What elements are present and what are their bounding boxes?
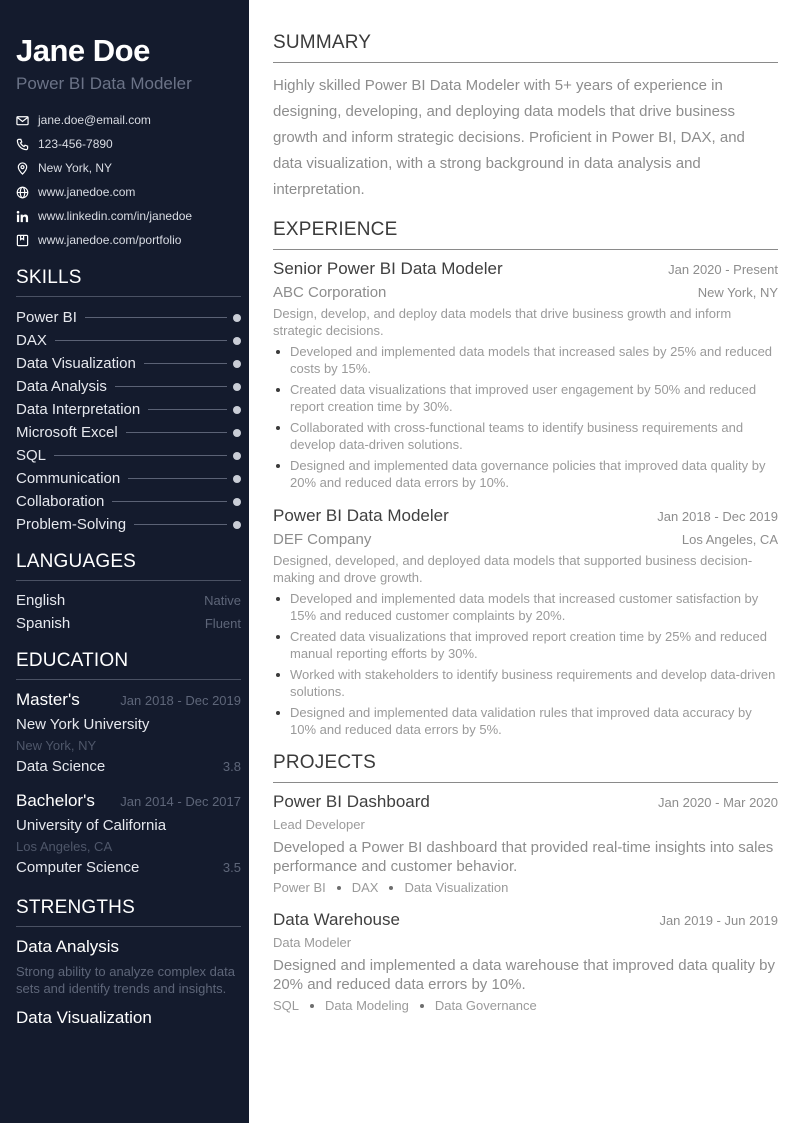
portfolio-icon xyxy=(16,234,29,247)
contact-portfolio[interactable] xyxy=(16,228,241,252)
tag-separator xyxy=(337,886,341,890)
education-dates: Jan 2018 - Dec 2019 xyxy=(120,693,241,708)
degree: Master's xyxy=(16,690,80,709)
project-description: Developed a Power BI dashboard that provided real-time insights into sales performance and customer behavior. xyxy=(273,839,774,875)
job-dates: Jan 2020 - Present xyxy=(668,262,778,277)
strength-title: Data Visualization xyxy=(16,1008,152,1027)
job-location: Los Angeles, CA xyxy=(681,532,778,547)
project-role: Data Modeler xyxy=(273,935,352,950)
candidate-name: Jane Doe xyxy=(16,33,150,68)
skill-leader-line xyxy=(112,501,227,502)
gpa: 3.8 xyxy=(222,759,241,774)
project-tag: Data Modeling xyxy=(325,998,409,1013)
language-level: Fluent xyxy=(204,616,241,631)
contact-linkedin[interactable] xyxy=(16,204,241,228)
company-name: ABC Corporation xyxy=(273,284,387,301)
school: New York University xyxy=(16,716,150,733)
skill-dot xyxy=(233,475,241,483)
field-of-study: Computer Science xyxy=(16,859,140,876)
language-name: English xyxy=(16,592,66,609)
email-icon xyxy=(16,114,29,127)
skill-item xyxy=(16,352,241,375)
skill-dot xyxy=(233,452,241,460)
skill-dot xyxy=(233,406,241,414)
job-location: New York, NY xyxy=(697,285,778,300)
job-title: Power BI Data Modeler xyxy=(273,506,449,525)
gpa: 3.5 xyxy=(222,860,241,875)
project-tag: DAX xyxy=(351,880,379,895)
strength-description: Strong ability to analyze complex data sets and identify trends and insights. xyxy=(16,964,235,996)
project-description: Designed and implemented a data warehouse that improved data quality by 20% and reduced data errors by 10%. xyxy=(273,957,775,993)
skill-item xyxy=(16,329,241,352)
languages-heading: LANGUAGES xyxy=(16,551,241,581)
skill-dot xyxy=(233,314,241,322)
strength-item xyxy=(16,936,241,997)
skill-item xyxy=(16,444,241,467)
contact-list xyxy=(16,108,241,252)
skill-leader-line xyxy=(54,455,227,456)
skill-label: Data Analysis xyxy=(16,378,107,395)
contact-text: 123-456-7890 xyxy=(38,137,113,151)
sidebar xyxy=(0,0,249,1123)
skill-item xyxy=(16,306,241,329)
job-description: Designed, developed, and deployed data models that supported business decision-making and drove growth. xyxy=(273,553,753,585)
job-entry xyxy=(273,258,778,491)
languages-list xyxy=(16,589,241,635)
education-heading: EDUCATION xyxy=(16,650,241,680)
contact-location xyxy=(16,156,241,180)
skill-leader-line xyxy=(134,524,227,525)
tag-separator xyxy=(389,886,393,890)
bullet-item: Created data visualizations that improved report creation time by 25% and reduced manual reporting efforts by 30%. xyxy=(273,628,778,662)
strength-item xyxy=(16,1007,241,1029)
strengths-heading: STRENGTHS xyxy=(16,897,241,927)
skill-item xyxy=(16,513,241,536)
skill-label: Communication xyxy=(16,470,121,487)
project-title: Data Warehouse xyxy=(273,910,400,929)
skill-label: Data Interpretation xyxy=(16,401,141,418)
project-tag: Power BI xyxy=(273,880,326,895)
globe-icon xyxy=(16,186,29,199)
skill-label: Microsoft Excel xyxy=(16,424,118,441)
school-location: New York, NY xyxy=(16,738,97,753)
contact-text: www.linkedin.com/in/janedoe xyxy=(38,209,193,223)
contact-phone[interactable] xyxy=(16,132,241,156)
school: University of California xyxy=(16,817,167,834)
tag-separator xyxy=(310,1004,314,1008)
bullet-item: Developed and implemented data models that increased customer satisfaction by 15% and reduced customer complaints by 20%. xyxy=(273,590,778,624)
skill-dot xyxy=(233,383,241,391)
job-bullets xyxy=(273,343,778,491)
candidate-title: Power BI Data Modeler xyxy=(16,74,192,93)
skill-leader-line xyxy=(128,478,227,479)
education-dates: Jan 2014 - Dec 2017 xyxy=(120,794,241,809)
skill-leader-line xyxy=(144,363,227,364)
skill-item xyxy=(16,467,241,490)
education-item xyxy=(16,790,241,878)
contact-text: jane.doe@email.com xyxy=(38,113,151,127)
skill-leader-line xyxy=(126,432,227,433)
project-dates: Jan 2020 - Mar 2020 xyxy=(658,795,778,810)
contact-text: New York, NY xyxy=(38,161,113,175)
project-tag: Data Governance xyxy=(434,998,537,1013)
job-description: Design, develop, and deploy data models that drive business growth and inform strategic decisions. xyxy=(273,306,732,338)
project-dates: Jan 2019 - Jun 2019 xyxy=(659,913,778,928)
skill-item xyxy=(16,490,241,513)
skill-dot xyxy=(233,429,241,437)
contact-website[interactable] xyxy=(16,180,241,204)
tag-separator xyxy=(420,1004,424,1008)
contact-email[interactable] xyxy=(16,108,241,132)
location-pin-icon xyxy=(16,162,29,175)
project-entry xyxy=(273,791,778,895)
skill-dot xyxy=(233,360,241,368)
school-location: Los Angeles, CA xyxy=(16,839,113,854)
skill-dot xyxy=(233,521,241,529)
strength-title: Data Analysis xyxy=(16,937,119,956)
bullet-item: Designed and implemented data governance policies that improved data quality by 20% and reduced data errors by 10%. xyxy=(273,457,778,491)
skill-label: SQL xyxy=(16,447,47,464)
job-title: Senior Power BI Data Modeler xyxy=(273,259,503,278)
job-entry xyxy=(273,505,778,738)
company-name: DEF Company xyxy=(273,531,372,548)
language-item xyxy=(16,589,241,612)
skill-item xyxy=(16,421,241,444)
project-tag: Data Visualization xyxy=(404,880,509,895)
skill-leader-line xyxy=(85,317,227,318)
skills-list xyxy=(16,306,241,536)
project-title: Power BI Dashboard xyxy=(273,792,430,811)
project-tag: SQL xyxy=(273,998,300,1013)
contact-text: www.janedoe.com xyxy=(38,185,136,199)
skill-leader-line xyxy=(148,409,227,410)
skill-label: Collaboration xyxy=(16,493,105,510)
skill-label: DAX xyxy=(16,332,47,349)
projects-heading: PROJECTS xyxy=(273,752,778,783)
skill-label: Problem-Solving xyxy=(16,516,127,533)
skill-leader-line xyxy=(55,340,227,341)
language-level: Native xyxy=(204,593,241,608)
skill-item xyxy=(16,398,241,421)
skill-dot xyxy=(233,337,241,345)
project-tags xyxy=(273,998,778,1013)
degree: Bachelor's xyxy=(16,791,95,810)
job-dates: Jan 2018 - Dec 2019 xyxy=(657,509,778,524)
project-entry xyxy=(273,909,778,1013)
skill-label: Data Visualization xyxy=(16,355,136,372)
field-of-study: Data Science xyxy=(16,758,106,775)
language-item xyxy=(16,612,241,635)
skill-leader-line xyxy=(115,386,227,387)
summary-text: Highly skilled Power BI Data Modeler with 5+ years of experience in designing, developing, and deploying data models that drive business growth and inform strategic decisions. Proficient in Power BI, DAX, and data visualization, with a strong background in data analysis and interpretation. xyxy=(273,77,745,198)
bullet-item: Developed and implemented data models that increased sales by 25% and reduced costs by 15%. xyxy=(273,343,778,377)
skill-dot xyxy=(233,498,241,506)
main-content xyxy=(273,0,778,1013)
bullet-item: Designed and implemented data validation rules that improved data accuracy by 10% and reduced data errors by 5%. xyxy=(273,704,778,738)
skill-item xyxy=(16,375,241,398)
project-tags xyxy=(273,880,778,895)
linkedin-icon xyxy=(16,210,29,223)
experience-heading: EXPERIENCE xyxy=(273,219,778,250)
language-name: Spanish xyxy=(16,615,71,632)
phone-icon xyxy=(16,138,29,151)
bullet-item: Worked with stakeholders to identify business requirements and develop data-driven solutions. xyxy=(273,666,778,700)
bullet-item: Collaborated with cross-functional teams to identify business requirements and develop data-driven solutions. xyxy=(273,419,778,453)
skills-heading: SKILLS xyxy=(16,267,241,297)
skill-label: Power BI xyxy=(16,309,77,326)
summary-heading: SUMMARY xyxy=(273,32,778,63)
job-bullets xyxy=(273,590,778,738)
bullet-item: Created data visualizations that improved user engagement by 50% and reduced report creation time by 30%. xyxy=(273,381,778,415)
contact-text: www.janedoe.com/portfolio xyxy=(38,233,182,247)
education-item xyxy=(16,689,241,777)
project-role: Lead Developer xyxy=(273,817,365,832)
